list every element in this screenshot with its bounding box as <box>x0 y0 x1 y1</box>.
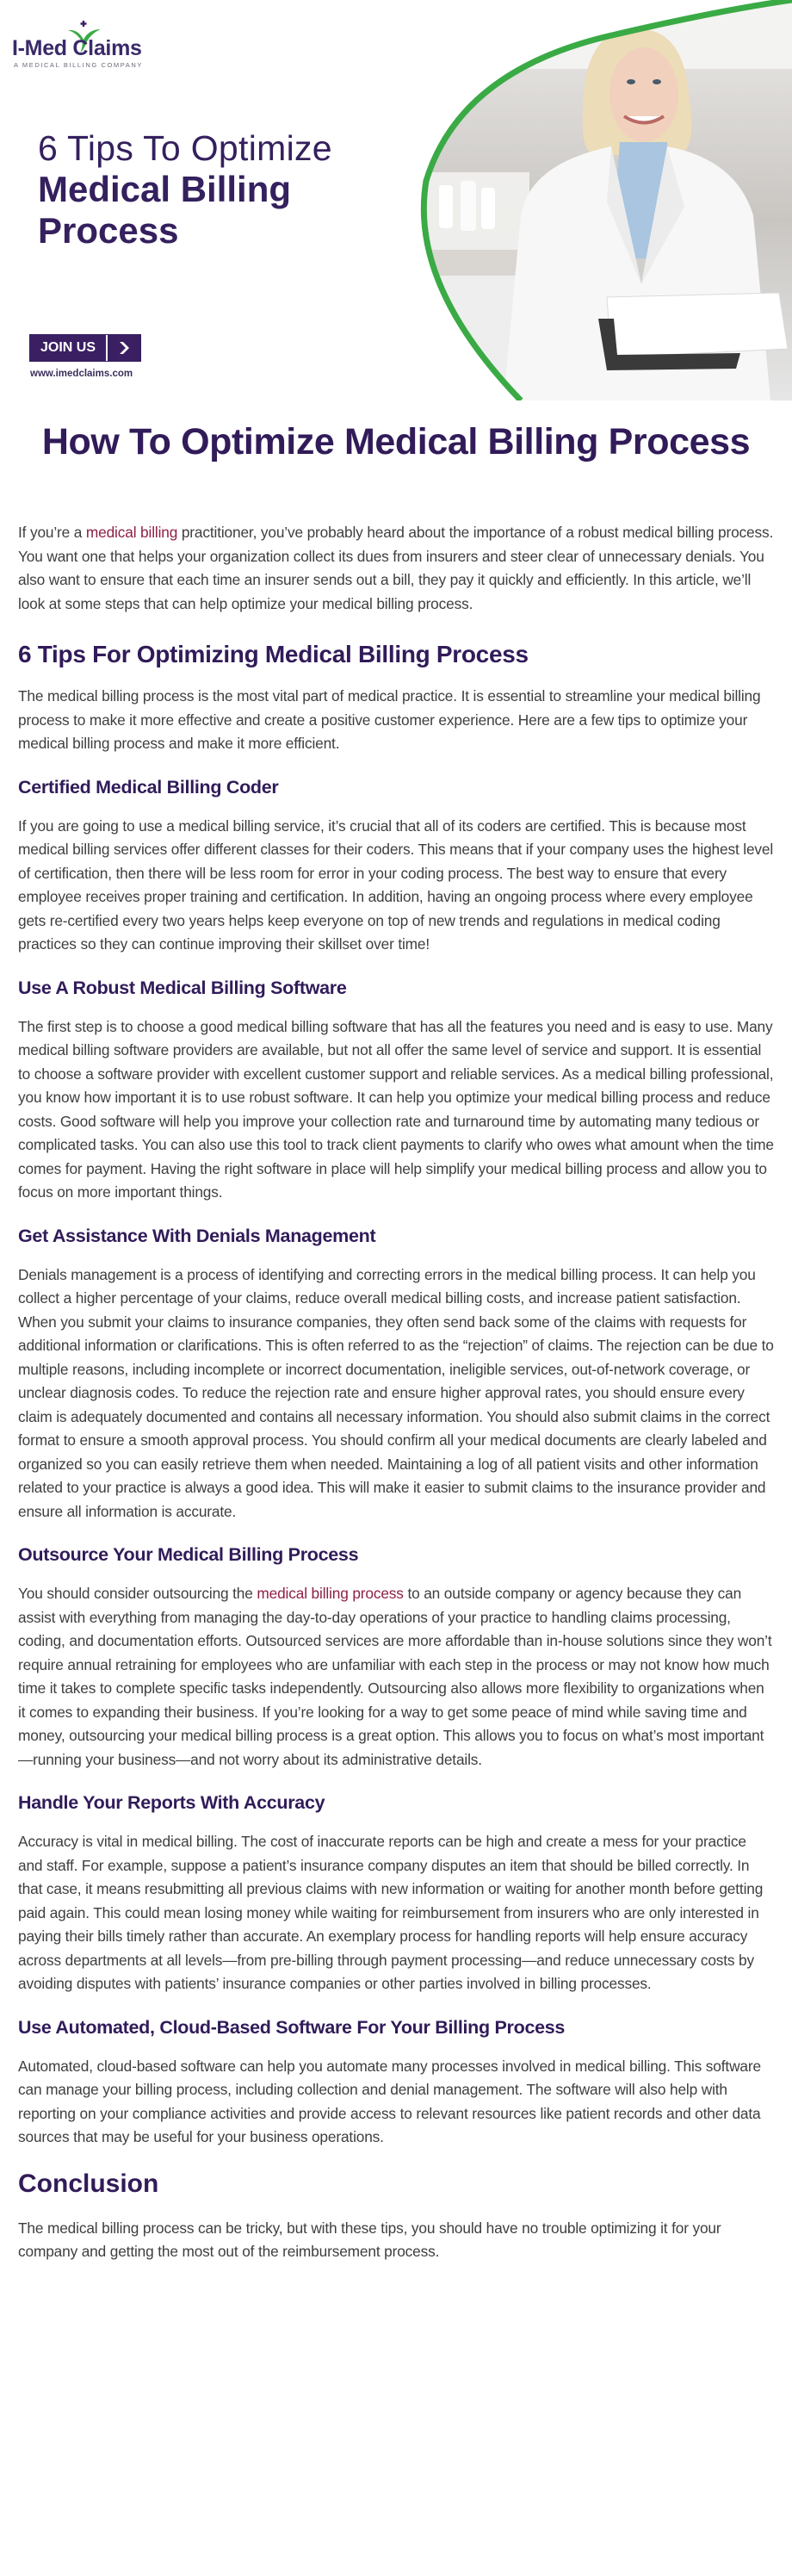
section-body-certified-coder: If you are going to use a medical billing service, it’s crucial that all of its coders are certified. This is because most medical billing services offer different classes for their coders. This means that if your company uses the highest level of certification, then there will be less room for error in your coding process. The best way to ensure that every employee receives proper training and certification. In addition, having an ongoing process where every employee gets re-certified every two years helps keep everyone on top of new trends and regulations in medical coding practices so they can continue improving their skillset over time! <box>18 816 774 953</box>
article-content <box>0 418 792 2393</box>
banner-title-line2: Medical Billing <box>38 169 292 209</box>
section-body-reports-accuracy: Accuracy is vital in medical billing. The cost of inaccurate reports can be high and create a mess for your practice and staff. For example, suppose a patient’s insurance company disputes an item that should be billed correctly. In that case, it means resubmitting all previous claims with new information or waiting for another month before getting paid again. This could mean losing money while waiting for reimbursement from insurers who are only interested in paying their bills timely rather than accurate. An exemplary process for handling reports will help ensure accuracy across departments at all levels—from pre-billing through payment processing—and reduce unnecessary costs by avoiding disputes with patients’ insurance companies or other parties involved in billing processes. <box>18 1833 764 1992</box>
medical-billing-link[interactable]: medical billing <box>85 524 178 541</box>
bottom-whitespace <box>18 2264 774 2393</box>
intro-paragraph <box>18 521 774 616</box>
hero-photo <box>392 0 792 400</box>
hero-banner <box>0 0 792 400</box>
banner-title-line1: 6 Tips To Optimize <box>38 128 332 168</box>
intro-text-end: practitioner, you’ve probably heard about the importance of a robust medical billing process. You want one that helps your organization collect its dues from insurers and steer clear of unnecessary denials. You also want to ensure that each time an insurer sends out a bill, they pay it quickly and efficiently. In this article, we’ll look at some steps that can help optimize your medical billing process. <box>18 524 774 612</box>
chevron-right-icon <box>108 335 140 361</box>
section-heading-reports-accuracy: Handle Your Reports With Accuracy <box>18 1792 325 1813</box>
join-us-label: JOIN US <box>30 335 108 361</box>
website-url[interactable]: www.imedclaims.com <box>30 369 133 379</box>
tips-intro-paragraph: The medical billing process is the most vital part of medical practice. It is essential to streamline your medical billing process to make it more effective and create a positive customer experience. Here are a few tips to optimize your medical billing process and make it more efficient. <box>18 687 761 752</box>
banner-title-line3: Process <box>38 210 179 251</box>
outsource-text-start: You should consider outsourcing the <box>18 1585 257 1602</box>
intro-text-start: If you’re a <box>18 524 86 541</box>
conclusion-heading: Conclusion <box>18 2169 159 2198</box>
section-body-robust-software: The first step is to choose a good medical billing software that has all the features you need and is easy to use. Many medical billing software providers are available, but not all offer the same level of service and support. It is essential to choose a software provider with excellent customer support and reliable services. As a medical billing professional, you know how important it is to use robust software. It can help you optimize your medical billing process and reduce costs. Good software will help you improve your collection rate and turnaround time by automating many tedious or complicated tasks. You can also use this tool to track client payments to clarify who owes what amount when the time comes for payment. Having the right software in place will help simplify your medical billing process and allow you to focus on more important things. <box>18 1017 774 1201</box>
medical-billing-process-link[interactable]: medical billing process <box>257 1585 404 1602</box>
section-heading-certified-coder: Certified Medical Billing Coder <box>18 776 279 798</box>
logo-tagline: A MEDICAL BILLING COMPANY <box>14 61 144 69</box>
outsource-text-end: to an outside company or agency because they can assist with everything from managing the day-to-day operations of your practice to handling claims processing, coding, and documentation efforts. Outsourced services are more affordable than in-house solutions since they won’t require annual retraining for employees who are unfamiliar with each step in the process or may not know how much time it takes to complete specific tasks independently. Outsourcing also allows more flexibility to organizations when it comes to expanding their business. If you’re looking for a way to get some peace of mind while saving time and money, outsourcing your medical billing process is a great option. This allows you to focus on what’s most important—running your business—and not worry about its administrative details. <box>18 1585 772 1768</box>
company-logo[interactable] <box>10 16 157 69</box>
article-title: How To Optimize Medical Billing Process <box>41 421 751 462</box>
section-heading-cloud-software: Use Automated, Cloud-Based Software For Your Billing Process <box>18 2016 566 2038</box>
doctor-photo-illustration <box>392 0 792 400</box>
section-body-denials-management: Denials management is a process of identifying and correcting errors in the medical billing process. It can help you collect a higher percentage of your claims, reduce overall medical billing costs, and increase patient satisfaction. When you submit your claims to insurance companies, they often send back some of the claims with requests for additional information or clarifications. This is often referred to as the “rejection” of claims. The rejection can be due to multiple reasons, including incomplete or incorrect documentation, ineligible services, out-of-network coverage, or unclear diagnosis codes. To reduce the rejection rate and ensure higher approval rates, you should ensure every claim is adequately documented and contains all necessary information. You should also submit claims in the correct format to ensure a smooth approval process. You should confirm all your medical documents are clearly labeled and organized so you can easily retrieve them when needed. Maintaining a log of all patient visits and other information related to your practice is always a good idea. This will make it easier to submit claims to the insurance provider and ensure all information is accurate. <box>18 1265 774 1520</box>
section-heading-denials-management: Get Assistance With Denials Management <box>18 1225 376 1246</box>
join-us-button[interactable] <box>29 334 141 362</box>
conclusion-paragraph: The medical billing process can be tricky, but with these tips, you should have no trouble optimizing it for your company and getting the most out of the reimbursement process. <box>18 2219 721 2260</box>
section-heading-robust-software: Use A Robust Medical Billing Software <box>18 977 347 998</box>
banner-title <box>38 127 332 251</box>
section-body-cloud-software: Automated, cloud-based software can help you automate many processes involved in medical billing. This software can manage your billing process, including collection and denial management. The software will also help with reporting on your compliance activities and provide access to relevant resources like patient records and other data sources that may be useful for your business operations. <box>18 2057 761 2145</box>
section-heading-outsource: Outsource Your Medical Billing Process <box>18 1544 359 1565</box>
tips-heading: 6 Tips For Optimizing Medical Billing Process <box>18 641 529 667</box>
section-body-outsource <box>18 1582 774 1772</box>
logo-name: I-Med Claims <box>12 36 142 60</box>
